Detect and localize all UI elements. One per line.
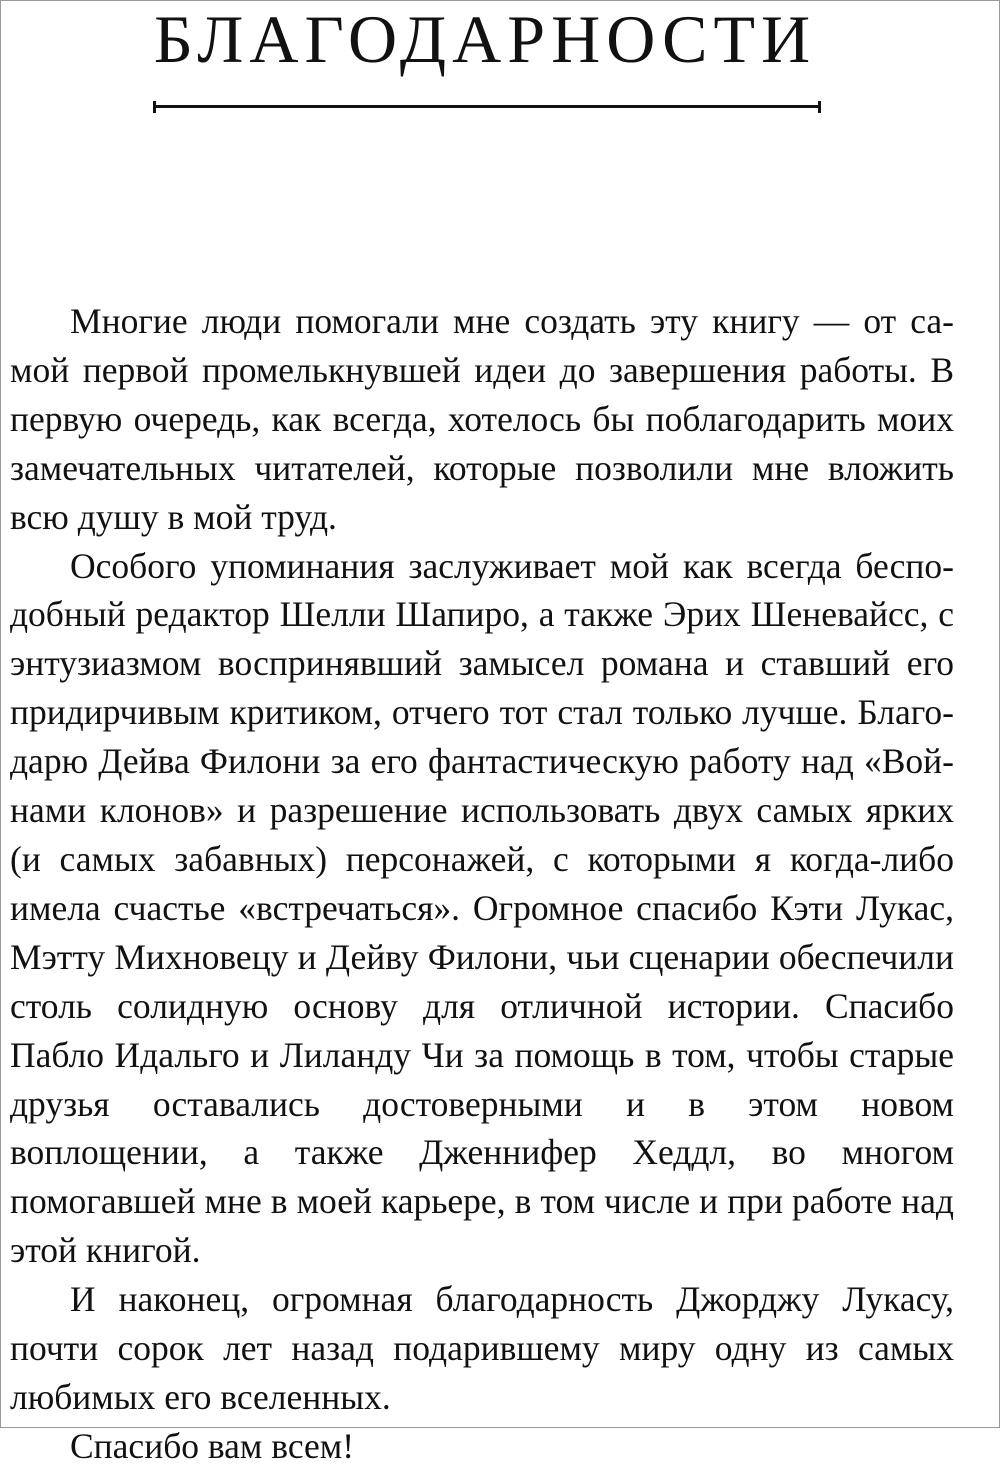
body-text [10,297,954,1471]
chapter-heading: БЛАГОДАРНОСТИ [153,1,817,77]
paragraph-intro: Многие люди помогали мне создать эту книгу — от самой первой промелькнувшей идеи до завершения работы. В первую очередь, как всегда, хотелось бы поблагодарить моих замечательных читателей, которые позволили мне вложить всю душу в мой труд. [10,301,954,537]
paragraph-closing: Спасибо вам всем! [70,1425,355,1466]
heading-divider [153,101,821,113]
paragraph-lucas: И наконец, огромная благодарность Джорджу Лукасу, почти сорок лет назад подарившему миру одну из самых любимых его вселенных. [10,1279,954,1417]
divider-line [153,105,821,108]
paragraph-editors: Особого упоминания заслуживает мой как всегда бесподобный редактор Шелли Шапиро, а также Эрих Шеневайсс, с энтузиазмом воспринявший замысел романа и ставший его придирчивым критиком, отчего тот стал только лучше. Благодарю Дейва Филони за его фантастическую работу над «Войнами клонов» и разрешение использовать двух самых ярких (и самых забавных) персонажей, с которыми я когда-либо имела счастье «встречаться». Огромное спасибо Кэти Лукас, Мэтту Михновецу и Дейву Филони, чьи сценарии обеспечили столь солидную основу для отличной истории. Спасибо Пабло Идальго и Лиланду Чи за помощь в том, чтобы старые друзья оставались достоверными и в этом новом воплощении, а также Дженнифер Хеддл, во многом помогавшей мне в моей карьере, в том числе и при работе над этой книгой. [10,545,954,1271]
divider-right-cap [818,101,821,113]
